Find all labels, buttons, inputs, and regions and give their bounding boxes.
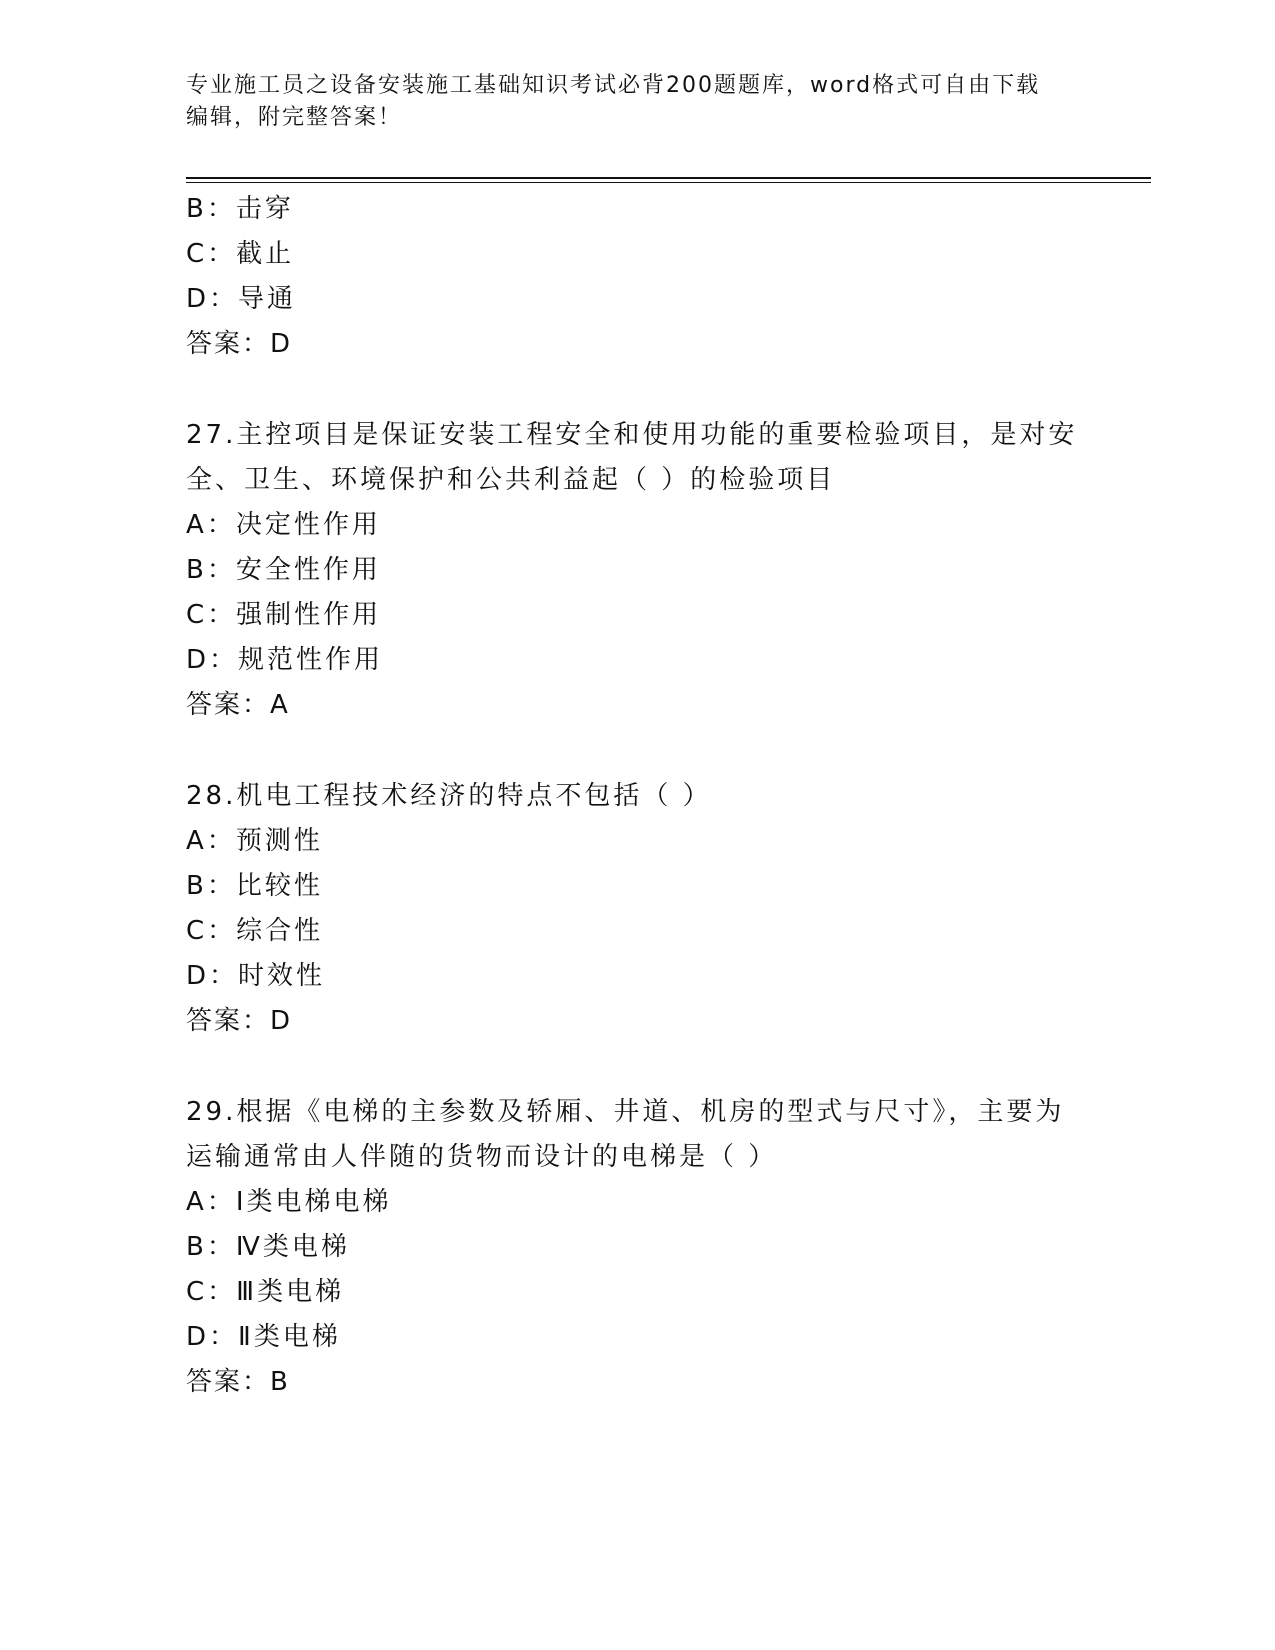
option-label: B bbox=[186, 555, 207, 585]
option-separator: ： bbox=[207, 916, 237, 946]
option-row bbox=[186, 1315, 1086, 1360]
answer-value: B bbox=[270, 1367, 290, 1397]
question-text-line: 运输通常由人伴随的货物而设计的电梯是（ ） bbox=[186, 1142, 778, 1172]
option-text: 强制性作用 bbox=[236, 600, 382, 630]
question-text-line: 全、卫生、环境保护和公共利益起（ ）的检验项目 bbox=[186, 465, 836, 495]
option-text: 规范性作用 bbox=[238, 645, 384, 675]
option-row bbox=[186, 232, 1086, 277]
question-text-line: 29.根据《电梯的主参数及轿厢、井道、机房的型式与尺寸》，主要为 bbox=[186, 1097, 1065, 1127]
option-separator: ： bbox=[209, 1322, 239, 1352]
header-divider-thin bbox=[186, 182, 1151, 183]
option-text: 时效性 bbox=[238, 961, 326, 991]
option-separator: ： bbox=[209, 961, 239, 991]
option-row bbox=[186, 1180, 1086, 1225]
option-text: 比较性 bbox=[235, 871, 323, 901]
option-separator: ： bbox=[206, 1232, 236, 1262]
question-text-line: 28.机电工程技术经济的特点不包括（ ） bbox=[186, 781, 712, 811]
option-label: A bbox=[186, 510, 207, 540]
option-text: Ⅰ类电梯电梯 bbox=[235, 1187, 392, 1217]
answer-row bbox=[186, 1360, 1086, 1405]
option-label: A bbox=[186, 826, 207, 856]
answer-prefix: 答案： bbox=[186, 1367, 271, 1397]
option-text: 击穿 bbox=[235, 194, 294, 224]
option-row bbox=[186, 864, 1086, 909]
option-row bbox=[186, 503, 1086, 548]
answer-prefix: 答案： bbox=[186, 1006, 271, 1036]
option-label: B bbox=[186, 1232, 207, 1262]
question-gap bbox=[186, 367, 1086, 413]
question-text-line: 27.主控项目是保证安装工程安全和使用功能的重要检验项目，是对安 bbox=[186, 420, 1078, 450]
option-row bbox=[186, 909, 1086, 954]
option-separator: ： bbox=[206, 871, 236, 901]
option-text: 截止 bbox=[236, 239, 295, 269]
option-separator: ： bbox=[206, 555, 236, 585]
answer-value: D bbox=[270, 329, 293, 359]
option-row bbox=[186, 187, 1086, 232]
option-text: 预测性 bbox=[235, 826, 323, 856]
answer-row bbox=[186, 683, 1086, 728]
question-block-29 bbox=[186, 1090, 1086, 1405]
option-row bbox=[186, 277, 1086, 322]
question-content bbox=[186, 187, 1086, 1405]
option-text: Ⅳ类电梯 bbox=[235, 1232, 350, 1262]
header-line-1: 专业施工员之设备安装施工基础知识考试必背200题题库，word格式可自由下载 bbox=[186, 73, 1041, 98]
option-label: D bbox=[186, 961, 210, 991]
option-text: Ⅱ类电梯 bbox=[238, 1322, 341, 1352]
option-label: D bbox=[186, 1322, 210, 1352]
option-row bbox=[186, 819, 1086, 864]
option-text: 决定性作用 bbox=[235, 510, 381, 540]
option-label: B bbox=[186, 194, 207, 224]
answer-prefix: 答案： bbox=[186, 329, 271, 359]
option-separator: ： bbox=[209, 645, 239, 675]
option-separator: ： bbox=[206, 510, 236, 540]
option-row bbox=[186, 638, 1086, 683]
option-label: C bbox=[186, 600, 208, 630]
option-row bbox=[186, 1270, 1086, 1315]
header-line-2: 编辑，附完整答案！ bbox=[186, 105, 403, 130]
option-label: D bbox=[186, 645, 210, 675]
option-label: C bbox=[186, 916, 208, 946]
header-divider-thick bbox=[186, 177, 1151, 179]
answer-row bbox=[186, 322, 1086, 367]
option-separator: ： bbox=[207, 600, 237, 630]
option-label: C bbox=[186, 1277, 208, 1307]
option-row bbox=[186, 593, 1086, 638]
answer-value: D bbox=[270, 1006, 293, 1036]
option-text: 导通 bbox=[238, 284, 297, 314]
answer-row bbox=[186, 999, 1086, 1044]
option-separator: ： bbox=[209, 284, 239, 314]
option-label: A bbox=[186, 1187, 207, 1217]
question-block-27 bbox=[186, 413, 1086, 728]
option-text: Ⅲ类电梯 bbox=[236, 1277, 345, 1307]
option-separator: ： bbox=[206, 826, 236, 856]
question-block-28 bbox=[186, 774, 1086, 1044]
option-separator: ： bbox=[206, 194, 236, 224]
question-gap bbox=[186, 728, 1086, 774]
option-text: 综合性 bbox=[236, 916, 324, 946]
option-row bbox=[186, 954, 1086, 999]
option-row bbox=[186, 548, 1086, 593]
document-header bbox=[186, 70, 1066, 134]
answer-prefix: 答案： bbox=[186, 690, 271, 720]
question-gap bbox=[186, 1044, 1086, 1090]
option-text: 安全性作用 bbox=[235, 555, 381, 585]
option-separator: ： bbox=[207, 239, 237, 269]
option-separator: ： bbox=[206, 1187, 236, 1217]
option-label: C bbox=[186, 239, 208, 269]
option-separator: ： bbox=[207, 1277, 237, 1307]
answer-value: A bbox=[270, 690, 290, 720]
option-label: B bbox=[186, 871, 207, 901]
option-row bbox=[186, 1225, 1086, 1270]
option-label: D bbox=[186, 284, 210, 314]
prev-question-block bbox=[186, 187, 1086, 367]
